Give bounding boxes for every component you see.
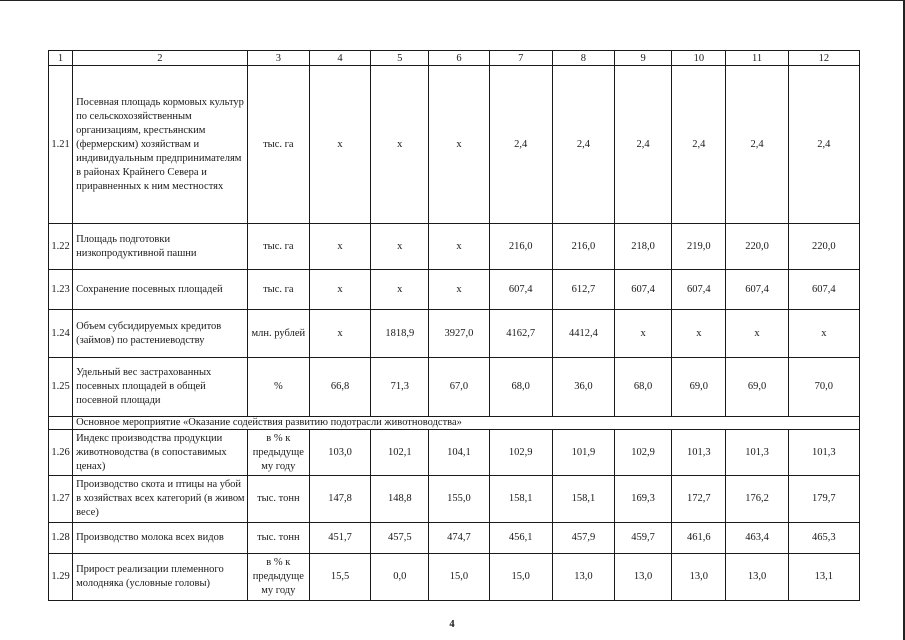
value-cell: 607,4 bbox=[489, 270, 552, 310]
value-cell: 69,0 bbox=[672, 358, 726, 417]
value-cell: 102,9 bbox=[615, 430, 672, 476]
value-cell: 158,1 bbox=[489, 476, 552, 523]
value-cell: 69,0 bbox=[726, 358, 788, 417]
value-cell: 2,4 bbox=[672, 66, 726, 224]
indicator-name: Площадь подготовки низкопродуктивной пашни bbox=[73, 224, 248, 270]
column-header: 11 bbox=[726, 51, 788, 66]
column-header: 3 bbox=[247, 51, 309, 66]
value-cell: x bbox=[429, 224, 489, 270]
value-cell: 457,9 bbox=[552, 523, 614, 554]
value-cell: 158,1 bbox=[552, 476, 614, 523]
value-cell: 2,4 bbox=[788, 66, 859, 224]
value-cell: 101,3 bbox=[726, 430, 788, 476]
value-cell: 15,0 bbox=[489, 554, 552, 601]
unit-cell: тыс. га bbox=[247, 270, 309, 310]
table-row bbox=[49, 270, 860, 310]
indicator-name: Посевная площадь кормовых культур по сельскохозяйственным организациям, крестьянским (фермерским) хозяйствам и индивидуальным предпринимателям в районах Крайнего Севера и приравненных к ним местностях bbox=[73, 66, 248, 224]
value-cell: x bbox=[309, 66, 370, 224]
value-cell: 68,0 bbox=[489, 358, 552, 417]
value-cell: 1818,9 bbox=[371, 310, 429, 358]
indicator-name: Индекс производства продукции животноводства (в сопоставимых ценах) bbox=[73, 430, 248, 476]
column-header: 2 bbox=[73, 51, 248, 66]
value-cell: 607,4 bbox=[788, 270, 859, 310]
unit-cell: млн. рублей bbox=[247, 310, 309, 358]
value-cell: 169,3 bbox=[615, 476, 672, 523]
row-number: 1.23 bbox=[49, 270, 73, 310]
value-cell: x bbox=[309, 224, 370, 270]
table-row bbox=[49, 66, 860, 224]
indicators-table bbox=[48, 50, 860, 601]
row-number: 1.27 bbox=[49, 476, 73, 523]
page-number: 4 bbox=[449, 619, 455, 630]
table-row bbox=[49, 554, 860, 601]
value-cell: 607,4 bbox=[615, 270, 672, 310]
unit-cell: в % к предыдуще му году bbox=[247, 554, 309, 601]
value-cell: 456,1 bbox=[489, 523, 552, 554]
value-cell: 179,7 bbox=[788, 476, 859, 523]
value-cell: 101,3 bbox=[788, 430, 859, 476]
value-cell: 459,7 bbox=[615, 523, 672, 554]
value-cell: 2,4 bbox=[552, 66, 614, 224]
table-row bbox=[49, 358, 860, 417]
value-cell: 68,0 bbox=[615, 358, 672, 417]
unit-cell: тыс. га bbox=[247, 66, 309, 224]
value-cell: x bbox=[371, 66, 429, 224]
value-cell: x bbox=[615, 310, 672, 358]
value-cell: 607,4 bbox=[726, 270, 788, 310]
indicator-name: Производство скота и птицы на убой в хозяйствах всех категорий (в живом весе) bbox=[73, 476, 248, 523]
value-cell: 13,1 bbox=[788, 554, 859, 601]
value-cell: 102,1 bbox=[371, 430, 429, 476]
row-number: 1.24 bbox=[49, 310, 73, 358]
value-cell: 3927,0 bbox=[429, 310, 489, 358]
value-cell: 70,0 bbox=[788, 358, 859, 417]
indicator-name: Производство молока всех видов bbox=[73, 523, 248, 554]
value-cell: 147,8 bbox=[309, 476, 370, 523]
value-cell: 104,1 bbox=[429, 430, 489, 476]
indicator-name: Прирост реализации племенного молодняка (условные головы) bbox=[73, 554, 248, 601]
value-cell: 461,6 bbox=[672, 523, 726, 554]
column-header: 7 bbox=[489, 51, 552, 66]
value-cell: x bbox=[371, 270, 429, 310]
value-cell: 71,3 bbox=[371, 358, 429, 417]
value-cell: 67,0 bbox=[429, 358, 489, 417]
value-cell: 103,0 bbox=[309, 430, 370, 476]
row-number: 1.22 bbox=[49, 224, 73, 270]
value-cell: 36,0 bbox=[552, 358, 614, 417]
value-cell: 474,7 bbox=[429, 523, 489, 554]
header-row bbox=[49, 51, 860, 66]
value-cell: 13,0 bbox=[552, 554, 614, 601]
column-header: 5 bbox=[371, 51, 429, 66]
column-header: 6 bbox=[429, 51, 489, 66]
value-cell: 220,0 bbox=[788, 224, 859, 270]
column-header: 10 bbox=[672, 51, 726, 66]
value-cell: 463,4 bbox=[726, 523, 788, 554]
value-cell: 155,0 bbox=[429, 476, 489, 523]
value-cell: 101,3 bbox=[672, 430, 726, 476]
column-header: 1 bbox=[49, 51, 73, 66]
unit-cell: % bbox=[247, 358, 309, 417]
value-cell: x bbox=[371, 224, 429, 270]
row-number: 1.28 bbox=[49, 523, 73, 554]
value-cell: x bbox=[429, 66, 489, 224]
value-cell: 148,8 bbox=[371, 476, 429, 523]
column-header: 4 bbox=[309, 51, 370, 66]
value-cell: 13,0 bbox=[615, 554, 672, 601]
table-body bbox=[49, 51, 860, 601]
value-cell: 4162,7 bbox=[489, 310, 552, 358]
value-cell: x bbox=[309, 310, 370, 358]
row-number: 1.26 bbox=[49, 430, 73, 476]
value-cell: 13,0 bbox=[672, 554, 726, 601]
scan-edge-top bbox=[0, 0, 905, 1]
value-cell: x bbox=[788, 310, 859, 358]
unit-cell: тыс. тонн bbox=[247, 476, 309, 523]
indicator-name: Объем субсидируемых кредитов (займов) по растениеводству bbox=[73, 310, 248, 358]
table-row bbox=[49, 476, 860, 523]
row-number: 1.25 bbox=[49, 358, 73, 417]
value-cell: x bbox=[429, 270, 489, 310]
value-cell: x bbox=[309, 270, 370, 310]
value-cell: 220,0 bbox=[726, 224, 788, 270]
value-cell: 176,2 bbox=[726, 476, 788, 523]
column-header: 8 bbox=[552, 51, 614, 66]
table-row bbox=[49, 430, 860, 476]
table-row bbox=[49, 224, 860, 270]
value-cell: 216,0 bbox=[489, 224, 552, 270]
value-cell: x bbox=[672, 310, 726, 358]
column-header: 12 bbox=[788, 51, 859, 66]
value-cell: 465,3 bbox=[788, 523, 859, 554]
value-cell: 101,9 bbox=[552, 430, 614, 476]
unit-cell: в % к предыдуще му году bbox=[247, 430, 309, 476]
value-cell: 216,0 bbox=[552, 224, 614, 270]
section-row bbox=[49, 417, 860, 430]
value-cell: 451,7 bbox=[309, 523, 370, 554]
unit-cell: тыс. га bbox=[247, 224, 309, 270]
column-header: 9 bbox=[615, 51, 672, 66]
value-cell: 13,0 bbox=[726, 554, 788, 601]
indicator-name: Удельный вес застрахованных посевных площадей в общей посевной площади bbox=[73, 358, 248, 417]
value-cell: 218,0 bbox=[615, 224, 672, 270]
value-cell: 15,0 bbox=[429, 554, 489, 601]
value-cell: 2,4 bbox=[489, 66, 552, 224]
row-number: 1.29 bbox=[49, 554, 73, 601]
value-cell: 457,5 bbox=[371, 523, 429, 554]
table-row bbox=[49, 310, 860, 358]
value-cell: 15,5 bbox=[309, 554, 370, 601]
value-cell: 102,9 bbox=[489, 430, 552, 476]
value-cell: 0,0 bbox=[371, 554, 429, 601]
value-cell: 607,4 bbox=[672, 270, 726, 310]
indicator-name: Сохранение посевных площадей bbox=[73, 270, 248, 310]
value-cell: 172,7 bbox=[672, 476, 726, 523]
table-row bbox=[49, 523, 860, 554]
unit-cell: тыс. тонн bbox=[247, 523, 309, 554]
row-number: 1.21 bbox=[49, 66, 73, 224]
section-spacer bbox=[49, 417, 73, 430]
value-cell: 2,4 bbox=[726, 66, 788, 224]
section-title: Основное мероприятие «Оказание содействия развитию подотрасли животноводства» bbox=[73, 417, 860, 430]
value-cell: 4412,4 bbox=[552, 310, 614, 358]
value-cell: 219,0 bbox=[672, 224, 726, 270]
value-cell: 66,8 bbox=[309, 358, 370, 417]
value-cell: x bbox=[726, 310, 788, 358]
value-cell: 612,7 bbox=[552, 270, 614, 310]
value-cell: 2,4 bbox=[615, 66, 672, 224]
